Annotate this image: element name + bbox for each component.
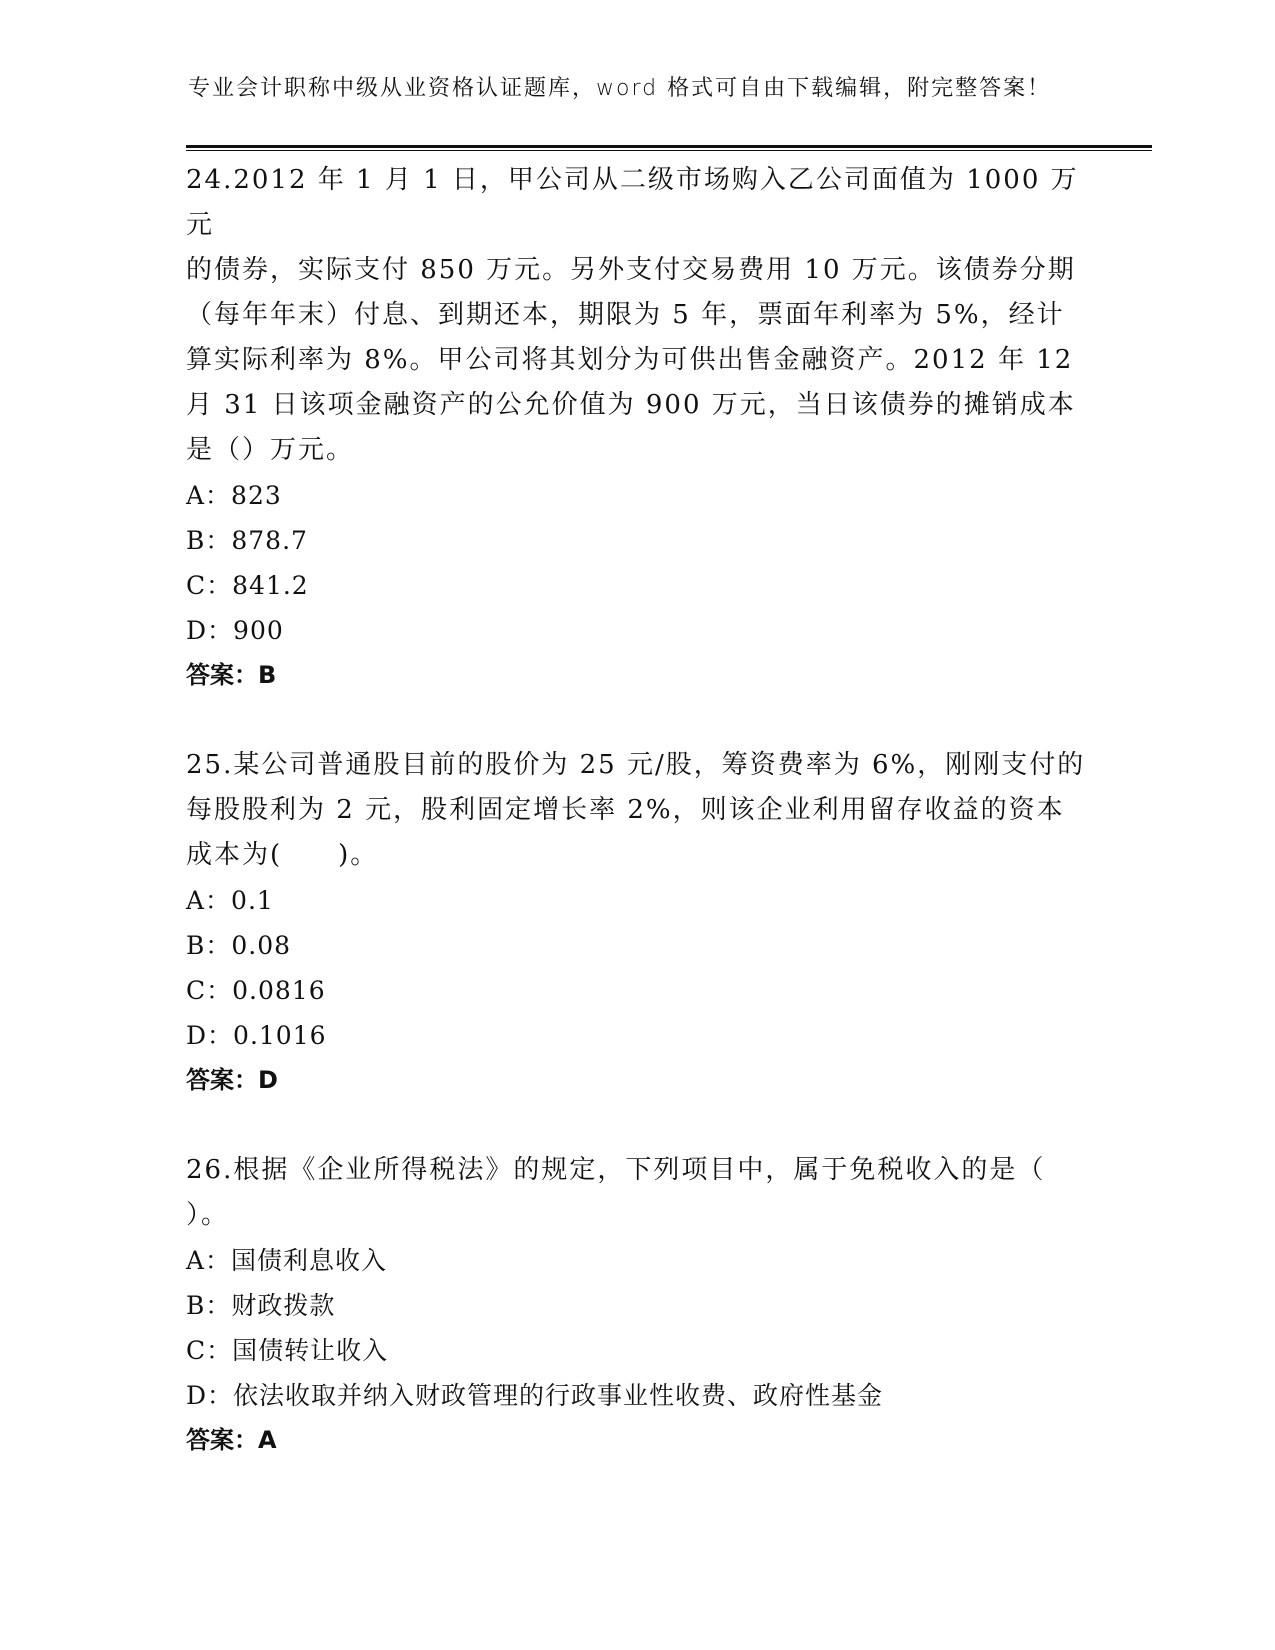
option-a: A：国债利息收入 <box>186 1246 388 1275</box>
question-stem-line: 的债券，实际支付 850 万元。另外支付交易费用 10 万元。该债券分期 <box>186 255 1076 285</box>
option-b: B：878.7 <box>186 526 308 555</box>
option-b: B：财政拨款 <box>186 1291 336 1320</box>
option-a: A：823 <box>186 481 282 510</box>
option-c: C：国债转让收入 <box>186 1336 389 1365</box>
answer-label: 答案：B <box>186 661 277 689</box>
answer-label: 答案：A <box>186 1426 277 1454</box>
question-spacer <box>186 1103 1086 1148</box>
question-stem-line: 每股股利为 2 元，股利固定增长率 2%，则该企业利用留存收益的资本 <box>186 795 1065 825</box>
option-b: B：0.08 <box>186 931 292 960</box>
question-stem-line: 是（）万元。 <box>186 435 355 465</box>
page-header: 专业会计职称中级从业资格认证题库，word 格式可自由下载编辑，附完整答案！ <box>188 76 1052 101</box>
option-d: D：依法收取并纳入财政管理的行政事业性收费、政府性基金 <box>186 1381 884 1410</box>
question-26 <box>186 1148 1086 1463</box>
question-stem-line: 成本为( )。 <box>186 840 379 870</box>
header-rule-thin <box>186 150 1152 151</box>
option-c: C：0.0816 <box>186 976 326 1005</box>
question-stem-line: 月 31 日该项金融资产的公允价值为 900 万元，当日该债券的摊销成本 <box>186 390 1076 420</box>
question-stem-line: （每年年末）付息、到期还本，期限为 5 年，票面年利率为 5%，经计 <box>186 300 1065 330</box>
question-spacer <box>186 698 1086 743</box>
question-24 <box>186 158 1086 698</box>
question-25 <box>186 743 1086 1103</box>
question-list <box>186 158 1086 1463</box>
option-d: D：900 <box>186 616 284 645</box>
header-rule-thick <box>186 145 1152 148</box>
question-stem-line: 算实际利率为 8%。甲公司将其划分为可供出售金融资产。2012 年 12 <box>186 345 1074 375</box>
option-d: D：0.1016 <box>186 1021 327 1050</box>
question-stem-line: 24.2012 年 1 月 1 日，甲公司从二级市场购入乙公司面值为 1000 万元 <box>186 165 1079 240</box>
answer-label: 答案：D <box>186 1066 278 1094</box>
option-c: C：841.2 <box>186 571 309 600</box>
option-a: A：0.1 <box>186 886 274 915</box>
question-stem-line: 26.根据《企业所得税法》的规定，下列项目中，属于免税收入的是（ <box>186 1155 1046 1185</box>
question-stem-line: ）。 <box>186 1200 230 1230</box>
question-stem-line: 25.某公司普通股目前的股价为 25 元/股，筹资费率为 6%，刚刚支付的 <box>186 750 1086 780</box>
